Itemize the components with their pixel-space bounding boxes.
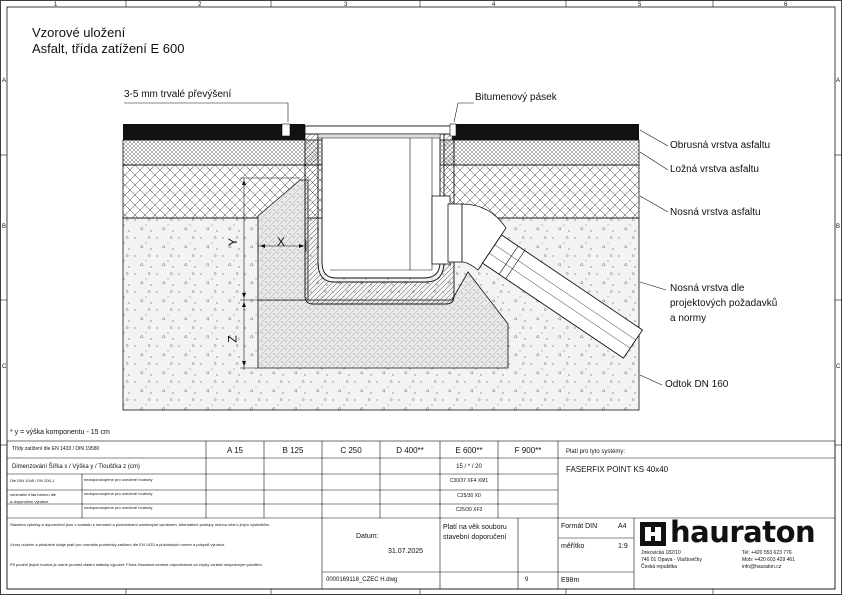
grate (305, 126, 454, 134)
phone: Tel: +420 553 623 776 (742, 550, 792, 556)
label-base-layer: Nosná vrstva asfaltu (670, 207, 761, 218)
dim-z-label: Z (225, 335, 240, 343)
concrete-row-3-label: a doporučení výrobce (10, 499, 49, 504)
brand-wordmark: hauraton (670, 515, 816, 549)
mobile: Mob: +420 603 429 461 (742, 557, 795, 563)
class-c250: C 250 (340, 446, 362, 455)
label-subbase-1: Nosná vrstva dle (670, 283, 745, 294)
label-subbase-3: a normy (670, 313, 707, 324)
label-outlet: Odtok DN 160 (665, 379, 729, 390)
e600-dims: 15 / * / 20 (456, 464, 482, 470)
row-label-c-right: C (836, 364, 841, 370)
dim-x-label: X (277, 235, 286, 249)
row-label-a: A (2, 78, 7, 84)
col-label-2: 2 (198, 2, 202, 8)
label-bitumen-tape: Bitumenový pásek (475, 92, 557, 103)
format-value: A4 (618, 523, 627, 530)
row-label-b: B (2, 224, 7, 230)
doc-title-2: stavební doporučení (443, 534, 507, 541)
date-label: Datum: (356, 533, 379, 540)
col-label-6: 6 (784, 2, 788, 8)
concrete-class-1: C30/37 XF4 XM1 (449, 478, 489, 484)
concrete-row-2-label: minimální třída betonu dle (10, 492, 57, 497)
title-line-2: Asfalt, třída zatížení E 600 (32, 41, 185, 56)
disclaimer-1: Stavební výkresy a doporučení jsou v souladu s normami a podmínkami uvedenými výrobcem. Alternativní postupy mohou vést k jiným výsledkům. (10, 522, 271, 527)
footnote: * y = výška komponentu - 15 cm (10, 429, 110, 436)
label-subbase-2: projektových požadavků (670, 298, 778, 309)
hauraton-logo-icon (640, 522, 666, 546)
format-label: Formát DIN (561, 523, 598, 530)
col-label-1: 1 (54, 2, 58, 8)
address-2: 746 01 Opava - Vlaštovičky (641, 557, 702, 563)
system-name: FASERFIX POINT KS 40x40 (566, 465, 669, 474)
sheet-number: 9 (525, 577, 529, 583)
class-f900: F 900** (514, 446, 542, 455)
row-dims-label: Dimenzování Šířka x / Výška y / Tloušťka z (cm) (12, 464, 140, 470)
surface-asphalt-right (452, 124, 639, 140)
class-d400: D 400** (396, 446, 424, 455)
concrete-row-1-note: nedoporučujeme pro uvedené hodnoty (84, 477, 153, 482)
concrete-class-2: C25/30 X0 (457, 493, 481, 499)
row-label-c: C (2, 364, 7, 370)
disclaimer-2: Vzory uložení a příslušné údaje platí pro normální podmínky zatížení dle EN 1433 a příslušných norem a pokynů výrobce. (10, 542, 226, 547)
dim-y-label: Y (226, 237, 241, 247)
col-label-3: 3 (344, 2, 348, 8)
date-value: 31.07.2025 (388, 548, 424, 555)
code-value: E98m (561, 577, 580, 584)
title-line-1: Vzorové uložení (32, 25, 126, 40)
row-label-b-right: B (836, 224, 841, 230)
surface-asphalt-left (123, 124, 305, 140)
label-bedding-layer: Ložná vrstva asfaltu (670, 164, 759, 175)
class-b125: B 125 (282, 446, 304, 455)
address-3: Česká republika (641, 564, 677, 570)
scale-value: 1:9 (618, 543, 628, 550)
label-elevation: 3-5 mm trvalé převýšení (124, 89, 232, 100)
col-label-4: 4 (492, 2, 496, 8)
class-e600: E 600** (455, 446, 483, 455)
cross-section (123, 103, 668, 410)
address-1: Jinkovická 182/10 (641, 550, 681, 556)
concrete-class-3: C25/30 XF3 (455, 507, 483, 513)
channel-inner (322, 134, 440, 278)
scale-label: měřítko (561, 543, 585, 550)
disclaimer-3: Při použití jiných hodnot je nutné provést vlastní statický výpočet. Firma Hauraton nenese odpovědnost za chyby vzniklé nesprávným použitím. (10, 562, 263, 567)
col-label-5: 5 (638, 2, 642, 8)
concrete-row-2-note: nedoporučujeme pro uvedené hodnoty (84, 491, 153, 496)
load-class-header: Třídy zatížení dle EN 1433 / DIN 19580 (12, 446, 100, 452)
email: info@hauraton.cz (742, 564, 782, 570)
concrete-row-3-note: nedoporučujeme pro uvedené hodnoty (84, 505, 153, 510)
class-a15: A 15 (226, 446, 243, 455)
system-label: Platí pro tyto systémy: (566, 449, 626, 455)
row-label-a-right: A (836, 78, 841, 84)
concrete-row-1-label: Dle DIN 1045 / EN 206-1 (10, 478, 55, 483)
doc-title-1: Platí na věk souboru (443, 524, 507, 531)
drawing-number: 0000169118_CZEC H.dwg (326, 577, 398, 583)
label-surface-layer: Obrusná vrstva asfaltu (670, 140, 771, 151)
